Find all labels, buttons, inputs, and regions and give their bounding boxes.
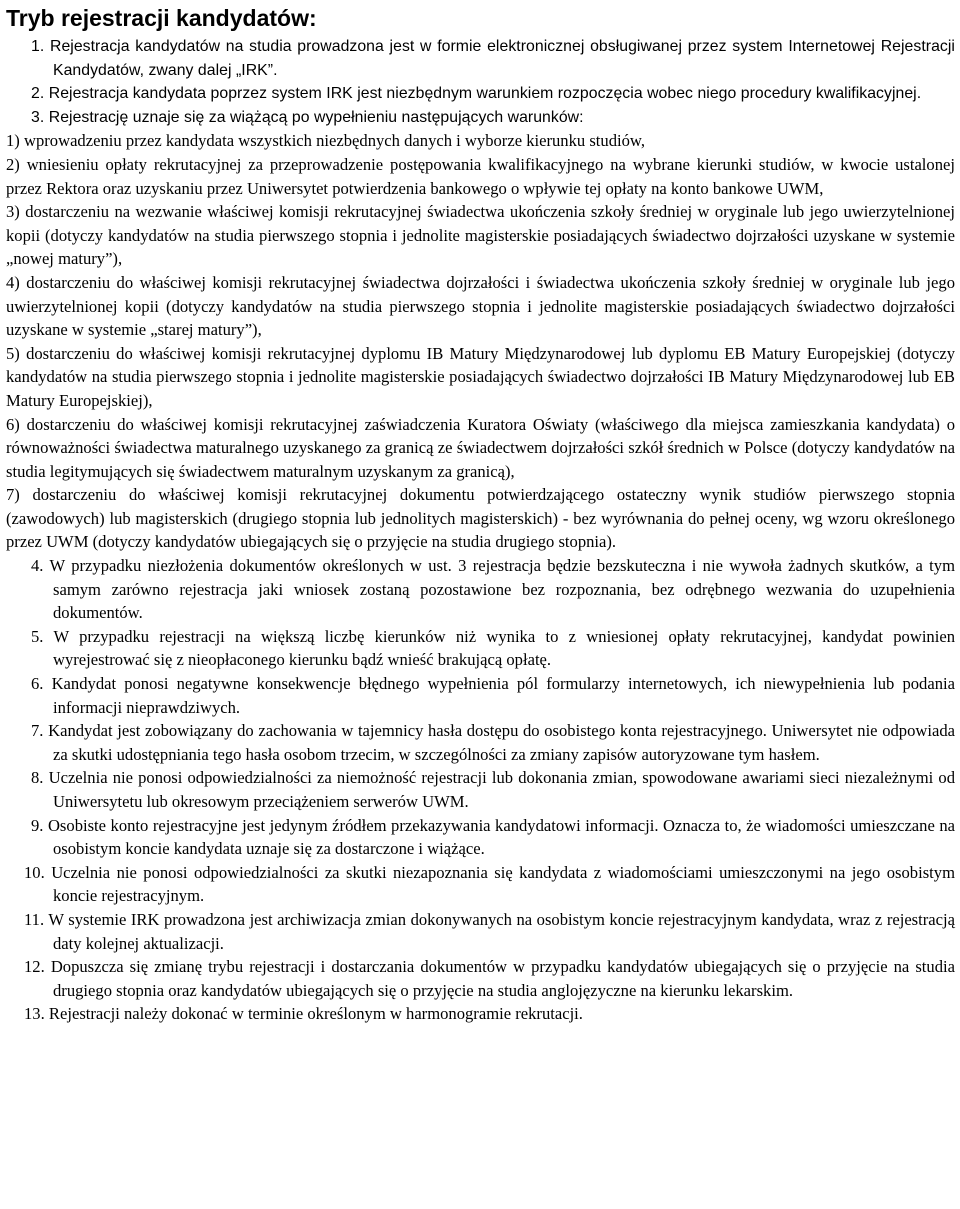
list-item-7: 7. Kandydat jest zobowiązany do zachowania w tajemnicy hasła dostępu do osobistego konta rejestracyjnego. Uniwersytet nie odpowiada za skutki udostępniania tego hasła osobom trzecim, w szczególności za zmiany zapisów autoryzowane tym hasłem. — [31, 721, 956, 764]
sub-item-7: 7) dostarczeniu do właściwej komisji rekrutacyjnej dokumentu potwierdzającego ostateczny wynik studiów pierwszego stopnia (zawodowych) lub magisterskich (drugiego stopnia lub jednolitych magisterskich) - bez wyrównania do pełnej oceny, wg wzoru określonego przez UWM (dotyczy kandydatów ubiegających się o przyjęcie na studia drugiego stopnia). — [6, 485, 955, 552]
list-item-2: 2. Rejestracja kandydata poprzez system IRK jest niezbędnym warunkiem rozpoczęcia wobec niego procedury kwalifikacyjnej. — [31, 85, 922, 103]
list-item-4: 4. W przypadku niezłożenia dokumentów określonych w ust. 3 rejestracja będzie bezskuteczna i nie wywoła żadnych skutków, a tym samym zarówno rejestracja jaki wniosek zostaną pozostawione bez rozpoznania, bez odrębnego wezwania do uzupełnienia dokumentów. — [31, 556, 955, 623]
sub-item-3: 3) dostarczeniu na wezwanie właściwej komisji rekrutacyjnej świadectwa ukończenia szkoły średniej w oryginale lub jego uwierzytelnionej kopii (dotyczy kandydatów na studia pierwszego stopnia i jednolite magisterskie posiadających świadectwo dojrzałości uzyskane w systemie „nowej matury”), — [6, 202, 955, 269]
sub-item-4: 4) dostarczeniu do właściwej komisji rekrutacyjnej świadectwa dojrzałości i świadectwa ukończenia szkoły średniej w oryginale lub jego uwierzytelnionej kopii (dotyczy kandydatów na studia pierwszego stopnia i jednolite magisterskie posiadających świadectwo dojrzałości uzyskane w systemie „starej matury”), — [6, 272, 955, 340]
sub-item-5: 5) dostarczeniu do właściwej komisji rekrutacyjnej dyplomu IB Matury Międzynarodowej lub dyplomu EB Matury Europejskiej (dotyczy kandydatów na studia pierwszego stopnia i jednolite magisterskie posiadających świadectwo dojrzałości IB Matury Międzynarodowej lub EB Matury Europejskiej), — [6, 343, 955, 410]
list-item-3: 3. Rejestrację uznaje się za wiążącą po wypełnieniu następujących warunków: — [31, 108, 584, 126]
list-item-10: 10. Uczelnia nie ponosi odpowiedzialności za skutki niezapoznania się kandydata z wiadomościami umieszczonymi na jego osobistym koncie rejestracyjnym. — [24, 862, 955, 906]
list-item-11: 11. W systemie IRK prowadzona jest archiwizacja zmian dokonywanych na osobistym koncie rejestracyjnym kandydata, wraz z rejestracją daty kolejnej aktualizacji. — [24, 909, 955, 953]
sub-item-1: 1) wprowadzeniu przez kandydata wszystkich niezbędnych danych i wyborze kierunku studiów, — [6, 131, 645, 151]
list-item-12: 12. Dopuszcza się zmianę trybu rejestracji i dostarczania dokumentów w przypadku kandydatów ubiegających się o przyjęcie na studia drugiego stopnia oraz kandydatów ubiegających się o przyjęcie na studia anglojęzyczne na kierunku lekarskim. — [24, 957, 955, 1000]
list-item-9: 9. Osobiste konto rejestracyjne jest jedynym źródłem przekazywania kandydatowi informacji. Oznacza to, że wiadomości umieszczane na osobistym koncie kandydata uznaje się za dostarczone i wiążące. — [31, 815, 955, 859]
sub-item-6: 6) dostarczeniu do właściwej komisji rekrutacyjnej zaświadczenia Kuratora Oświaty (właściwego dla miejsca zamieszkania kandydata) o równoważności świadectwa maturalnego uzyskanego za granicą ze świadectwem dojrzałości szkół średnich w Polsce (dotyczy kandydatów na studia legitymujących się świadectwem maturalnym uzyskanym za granicą), — [6, 414, 955, 481]
list-item-1: 1. Rejestracja kandydatów na studia prowadzona jest w formie elektronicznej obsługiwanej przez system Internetowej Rejestracji Kandydatów, zwany dalej „IRK”. — [31, 38, 955, 79]
list-item-13: 13. Rejestracji należy dokonać w terminie określonym w harmonogramie rekrutacji. — [24, 1004, 583, 1024]
list-item-5: 5. W przypadku rejestracji na większą liczbę kierunków niż wynika to z wniesionej opłaty rekrutacyjnej, kandydat powinien wyrejestrować się z nieopłaconego kierunku bądź wnieść brakującą opłatę. — [31, 626, 956, 670]
sub-item-2: 2) wniesieniu opłaty rekrutacyjnej za przeprowadzenie postępowania kwalifikacyjnego na wybrane kierunki studiów, w kwocie ustalonej przez Rektora oraz uzyskaniu przez Uniwersytet potwierdzenia bankowego o wpływie tej opłaty na konto bankowe UWM, — [6, 154, 955, 198]
list-item-6: 6. Kandydat ponosi negatywne konsekwencje błędnego wypełnienia pól formularzy internetowych, ich niewypełnienia lub podania informacji nieprawdziwych. — [31, 674, 955, 717]
list-item-8: 8. Uczelnia nie ponosi odpowiedzialności za niemożność rejestracji lub dokonania zmian, spowodowane awariami sieci niezależnymi od Uniwersytetu lub okresowym przeciążeniem serwerów UWM. — [31, 768, 955, 811]
page-title: Tryb rejestracji kandydatów: — [6, 5, 317, 31]
